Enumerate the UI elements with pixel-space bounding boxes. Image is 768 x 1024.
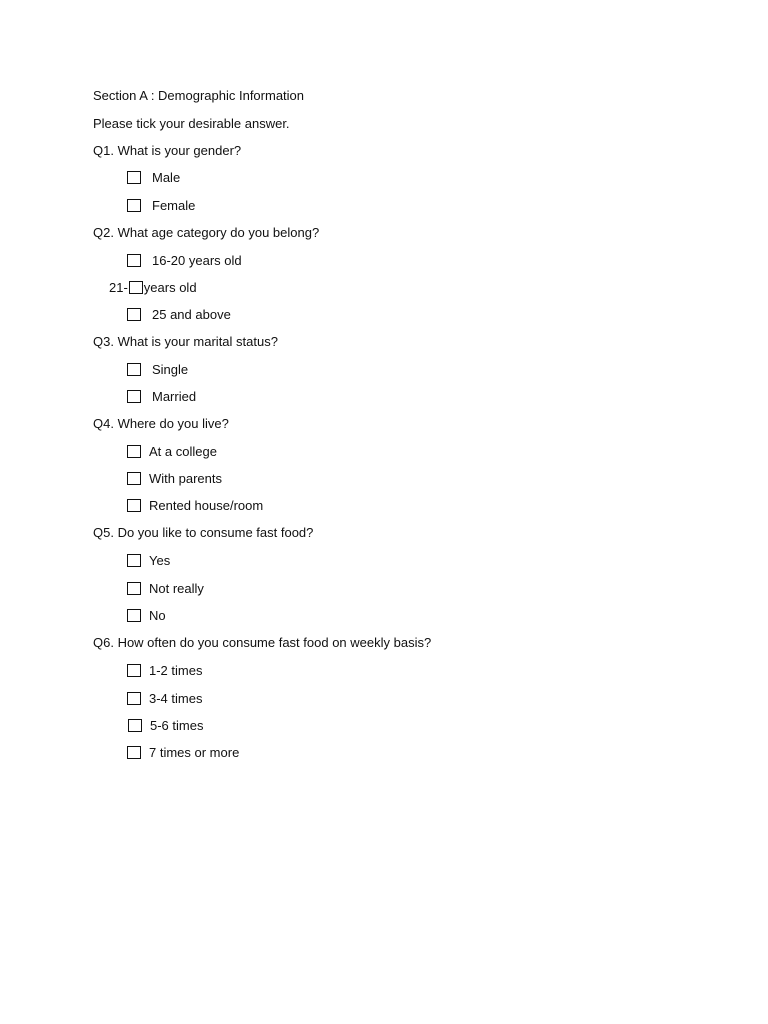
option-label: Not really xyxy=(149,580,204,596)
option-label: 7 times or more xyxy=(149,744,240,760)
question-5: Q5. Do you like to consume fast food? xyxy=(93,525,314,540)
option-label: With parents xyxy=(149,470,222,486)
question-6: Q6. How often do you consume fast food on weekly basis? xyxy=(93,635,432,650)
option-label: At a college xyxy=(149,443,217,459)
option-5-6-times[interactable] xyxy=(128,716,203,734)
checkbox[interactable] xyxy=(127,254,141,267)
option-age-25-above[interactable] xyxy=(127,305,231,323)
checkbox[interactable] xyxy=(127,582,141,595)
checkbox[interactable] xyxy=(129,281,143,294)
option-with-parents[interactable] xyxy=(127,469,222,487)
option-label: Rented house/room xyxy=(149,497,264,513)
instruction-text: Please tick your desirable answer. xyxy=(93,116,290,131)
option-label: 3-4 times xyxy=(149,690,203,706)
checkbox[interactable] xyxy=(127,746,141,759)
checkbox[interactable] xyxy=(127,390,141,403)
option-no[interactable] xyxy=(127,606,166,624)
option-not-really[interactable] xyxy=(127,579,204,597)
option-yes[interactable] xyxy=(127,551,170,569)
checkbox[interactable] xyxy=(127,692,141,705)
option-age-21-24[interactable] xyxy=(109,278,197,296)
checkbox[interactable] xyxy=(128,719,142,732)
checkbox[interactable] xyxy=(127,199,141,212)
question-4: Q4. Where do you live? xyxy=(93,416,229,431)
section-title: Section A : Demographic Information xyxy=(93,88,305,103)
checkbox[interactable] xyxy=(127,171,141,184)
option-label: 25 and above xyxy=(152,306,231,322)
option-age-16-20[interactable] xyxy=(127,251,242,269)
checkbox[interactable] xyxy=(127,445,141,458)
option-rented-house[interactable] xyxy=(127,496,263,514)
option-label: 5-6 times xyxy=(150,717,204,733)
option-label: Female xyxy=(152,197,196,213)
option-1-2-times[interactable] xyxy=(127,661,202,679)
checkbox[interactable] xyxy=(127,472,141,485)
checkbox[interactable] xyxy=(127,609,141,622)
checkbox[interactable] xyxy=(127,554,141,567)
question-2: Q2. What age category do you belong? xyxy=(93,225,320,240)
option-label: Single xyxy=(152,361,189,377)
inline-prefix: 21- xyxy=(109,279,128,295)
option-label: Yes xyxy=(149,552,171,568)
option-label: 1-2 times xyxy=(149,662,203,678)
option-label: years old xyxy=(143,279,197,295)
option-female[interactable] xyxy=(127,196,195,214)
option-label: No xyxy=(149,607,166,623)
checkbox[interactable] xyxy=(127,308,141,321)
option-at-college[interactable] xyxy=(127,442,217,460)
question-3: Q3. What is your marital status? xyxy=(93,334,278,349)
checkbox[interactable] xyxy=(127,499,141,512)
option-married[interactable] xyxy=(127,387,196,405)
option-7-times-or-more[interactable] xyxy=(127,743,239,761)
checkbox[interactable] xyxy=(127,664,141,677)
option-label: Married xyxy=(152,388,197,404)
option-male[interactable] xyxy=(127,168,180,186)
option-single[interactable] xyxy=(127,360,188,378)
option-label: 16-20 years old xyxy=(152,252,242,268)
checkbox[interactable] xyxy=(127,363,141,376)
option-3-4-times[interactable] xyxy=(127,689,202,707)
option-label: Male xyxy=(152,169,181,185)
question-1: Q1. What is your gender? xyxy=(93,143,242,158)
